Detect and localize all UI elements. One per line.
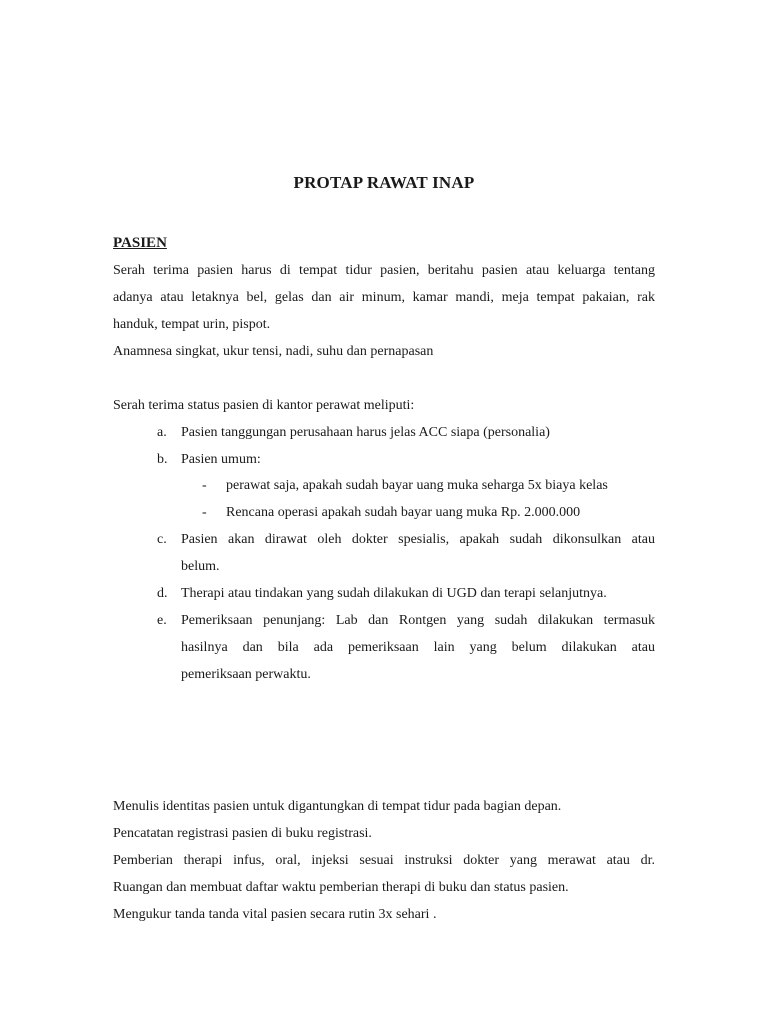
- list-item-c-marker: c.: [157, 532, 167, 547]
- intro-line-1: Serah terima pasien harus di tempat tidur pasien, beritahu pasien atau keluarga tentang: [113, 263, 655, 278]
- intro-line-2: adanya atau letaknya bel, gelas dan air minum, kamar mandi, meja tempat pakaian, rak: [113, 290, 655, 305]
- list-item-e-marker: e.: [157, 613, 167, 628]
- sublist-item-2-text: Rencana operasi apakah sudah bayar uang muka Rp. 2.000.000: [226, 505, 581, 520]
- list-item-e-text-line-1: Pemeriksaan penunjang: Lab dan Rontgen yang sudah dilakukan termasuk: [181, 613, 655, 628]
- list-item-a-marker: a.: [157, 425, 167, 440]
- list-item-d-text: Therapi atau tindakan yang sudah dilakukan di UGD dan terapi selanjutnya.: [181, 586, 607, 601]
- list-item-c-text-line-1: Pasien akan dirawat oleh dokter spesialis, apakah sudah dikonsulkan atau: [181, 532, 655, 547]
- intro-line-4: Anamnesa singkat, ukur tensi, nadi, suhu dan pernapasan: [113, 344, 434, 359]
- list-item-e-text-line-2: hasilnya dan bila ada pemeriksaan lain yang belum dilakukan atau: [181, 640, 655, 655]
- sublist-item-1-text: perawat saja, apakah sudah bayar uang muka seharga 5x biaya kelas: [226, 478, 608, 493]
- sublist-item-2-marker: -: [202, 505, 207, 520]
- closing-line-2: Pencatatan registrasi pasien di buku registrasi.: [113, 826, 372, 841]
- closing-line-3: Pemberian therapi infus, oral, injeksi sesuai instruksi dokter yang merawat atau dr.: [113, 853, 655, 868]
- closing-line-4: Ruangan dan membuat daftar waktu pemberian therapi di buku dan status pasien.: [113, 880, 569, 895]
- closing-line-5: Mengukur tanda tanda vital pasien secara rutin 3x sehari .: [113, 907, 437, 922]
- intro-line-3: handuk, tempat urin, pispot.: [113, 317, 271, 332]
- closing-line-1: Menulis identitas pasien untuk digantungkan di tempat tidur pada bagian depan.: [113, 799, 562, 814]
- section-heading-pasien: PASIEN: [113, 235, 167, 251]
- list-item-b-marker: b.: [157, 452, 168, 467]
- list-item-b-text: Pasien umum:: [181, 452, 261, 467]
- list-item-d-marker: d.: [157, 586, 168, 601]
- document-title: PROTAP RAWAT INAP: [293, 173, 475, 192]
- list-item-e-text-line-3: pemeriksaan perwaktu.: [181, 667, 311, 682]
- status-intro: Serah terima status pasien di kantor perawat meliputi:: [113, 398, 415, 413]
- list-item-c-text-line-2: belum.: [181, 559, 220, 574]
- sublist-item-1-marker: -: [202, 478, 207, 493]
- list-item-a-text: Pasien tanggungan perusahaan harus jelas ACC siapa (personalia): [181, 425, 550, 440]
